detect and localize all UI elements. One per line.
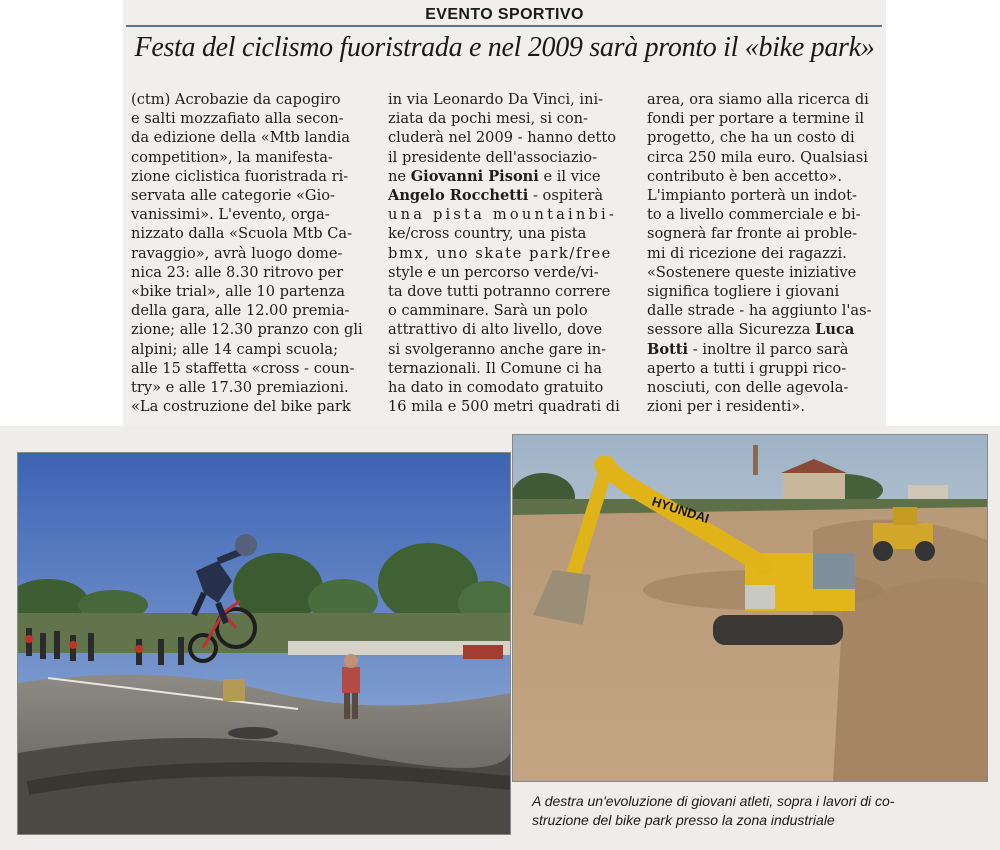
text-line: nizzato dalla «Scuola Mtb Ca- bbox=[131, 225, 353, 243]
text-line: della gara, alle 12.00 premia- bbox=[131, 302, 350, 320]
person-name: Angelo Rocchetti bbox=[388, 187, 529, 205]
text-line: servata alle categorie «Gio- bbox=[131, 187, 335, 205]
text-line: ravaggio», avrà luogo dome- bbox=[131, 244, 343, 262]
text-line: try» e alle 17.30 premiazioni. bbox=[131, 379, 349, 397]
text-line: ne Giovanni Pisoni e il vice bbox=[388, 167, 601, 185]
text-line: fondi per portare a termine il bbox=[647, 110, 865, 128]
text-line: dalle strade - ha aggiunto l'as- bbox=[647, 302, 872, 320]
text-line: alle 15 staffetta «cross - coun- bbox=[131, 359, 355, 377]
text-line: significa togliere i giovani bbox=[647, 283, 840, 301]
text-line: il presidente dell'associazio- bbox=[388, 148, 598, 166]
bmx-rider-photo bbox=[17, 452, 511, 835]
text-line: zione; alle 12.30 pranzo con gli bbox=[131, 321, 363, 339]
caption-line: struzione del bike park presso la zona industriale bbox=[532, 812, 835, 828]
text-line: Angelo Rocchetti - ospiterà bbox=[388, 187, 604, 205]
text-line: «bike trial», alle 10 partenza bbox=[131, 283, 345, 301]
text-line: mi di ricezione dei ragazzi. bbox=[647, 244, 847, 262]
article-headline: Festa del ciclismo fuoristrada e nel 2009 sarà pronto il «bike park» bbox=[134, 32, 875, 63]
text-line: «Sostenere queste iniziative bbox=[647, 263, 857, 281]
text-line: zioni per i residenti». bbox=[647, 398, 805, 416]
text-line: zione ciclistica fuoristrada ri- bbox=[131, 167, 349, 185]
article-column-3 bbox=[647, 90, 881, 416]
text-line: ziata da pochi mesi, si con- bbox=[388, 110, 588, 128]
article-column-1 bbox=[131, 90, 365, 416]
text-line: ha dato in comodato gratuito bbox=[388, 379, 604, 397]
person-name: Giovanni Pisoni bbox=[410, 167, 539, 185]
photo-caption bbox=[532, 792, 982, 830]
excavator-photo bbox=[512, 434, 988, 782]
kicker-rule bbox=[126, 25, 882, 27]
text-line: in via Leonardo Da Vinci, ini- bbox=[388, 91, 604, 108]
text-line: alpini; alle 14 campi scuola; bbox=[131, 340, 339, 358]
text-line: to a livello commerciale e bi- bbox=[647, 206, 861, 224]
bmx-rider-illustration bbox=[18, 453, 510, 834]
text-line: vanissimi». L'evento, orga- bbox=[131, 206, 330, 224]
text-line: circa 250 mila euro. Qualsiasi bbox=[647, 148, 868, 166]
text-line: Botti - inoltre il parco sarà bbox=[647, 340, 849, 358]
excavator-illustration bbox=[513, 435, 987, 781]
text-line: (ctm) Acrobazie da capogiro bbox=[131, 91, 341, 108]
text-line: ke/cross country, una pista bbox=[388, 225, 587, 243]
text-line: competition», la manifesta- bbox=[131, 148, 333, 166]
person-name: Luca bbox=[815, 321, 855, 339]
text-line: area, ora siamo alla ricerca di bbox=[647, 91, 869, 108]
text-line: nosciuti, con delle agevola- bbox=[647, 379, 849, 397]
text-line: progetto, che ha un costo di bbox=[647, 129, 855, 147]
text-line: una pista mountainbi- bbox=[388, 206, 618, 224]
article-column-2 bbox=[388, 90, 622, 416]
text-line: «La costruzione del bike park bbox=[131, 398, 351, 416]
text-line: sessore alla Sicurezza Luca bbox=[647, 321, 855, 339]
text-line: si svolgeranno anche gare in- bbox=[388, 340, 607, 358]
text-line: contributo è ben accetto». bbox=[647, 167, 842, 185]
text-line: attrattivo di alto livello, dove bbox=[388, 321, 603, 339]
text-line: 16 mila e 500 metri quadrati di bbox=[388, 398, 620, 416]
section-kicker: EVENTO SPORTIVO bbox=[425, 6, 584, 23]
person-name: Botti bbox=[647, 340, 689, 358]
text-line: sognerà far fronte ai proble- bbox=[647, 225, 858, 243]
text-line: nica 23: alle 8.30 ritrovo per bbox=[131, 263, 344, 281]
text-line: bmx, uno skate park/free bbox=[388, 244, 612, 262]
text-line: e salti mozzafiato alla secon- bbox=[131, 110, 344, 128]
text-line: o camminare. Sarà un polo bbox=[388, 302, 588, 320]
text-line: cluderà nel 2009 - hanno detto bbox=[388, 129, 617, 147]
text-line: L'impianto porterà un indot- bbox=[647, 187, 857, 205]
text-line: aperto a tutti i gruppi rico- bbox=[647, 359, 847, 377]
text-line: style e un percorso verde/vi- bbox=[388, 263, 599, 281]
text-line: ternazionali. Il Comune ci ha bbox=[388, 359, 602, 377]
excavator-brand-label: HYUNDAI bbox=[650, 493, 712, 527]
text-line: da edizione della «Mtb landia bbox=[131, 129, 350, 147]
text-line: ta dove tutti potranno correre bbox=[388, 283, 611, 301]
caption-line: A destra un'evoluzione di giovani atleti, sopra i lavori di co- bbox=[532, 793, 895, 809]
